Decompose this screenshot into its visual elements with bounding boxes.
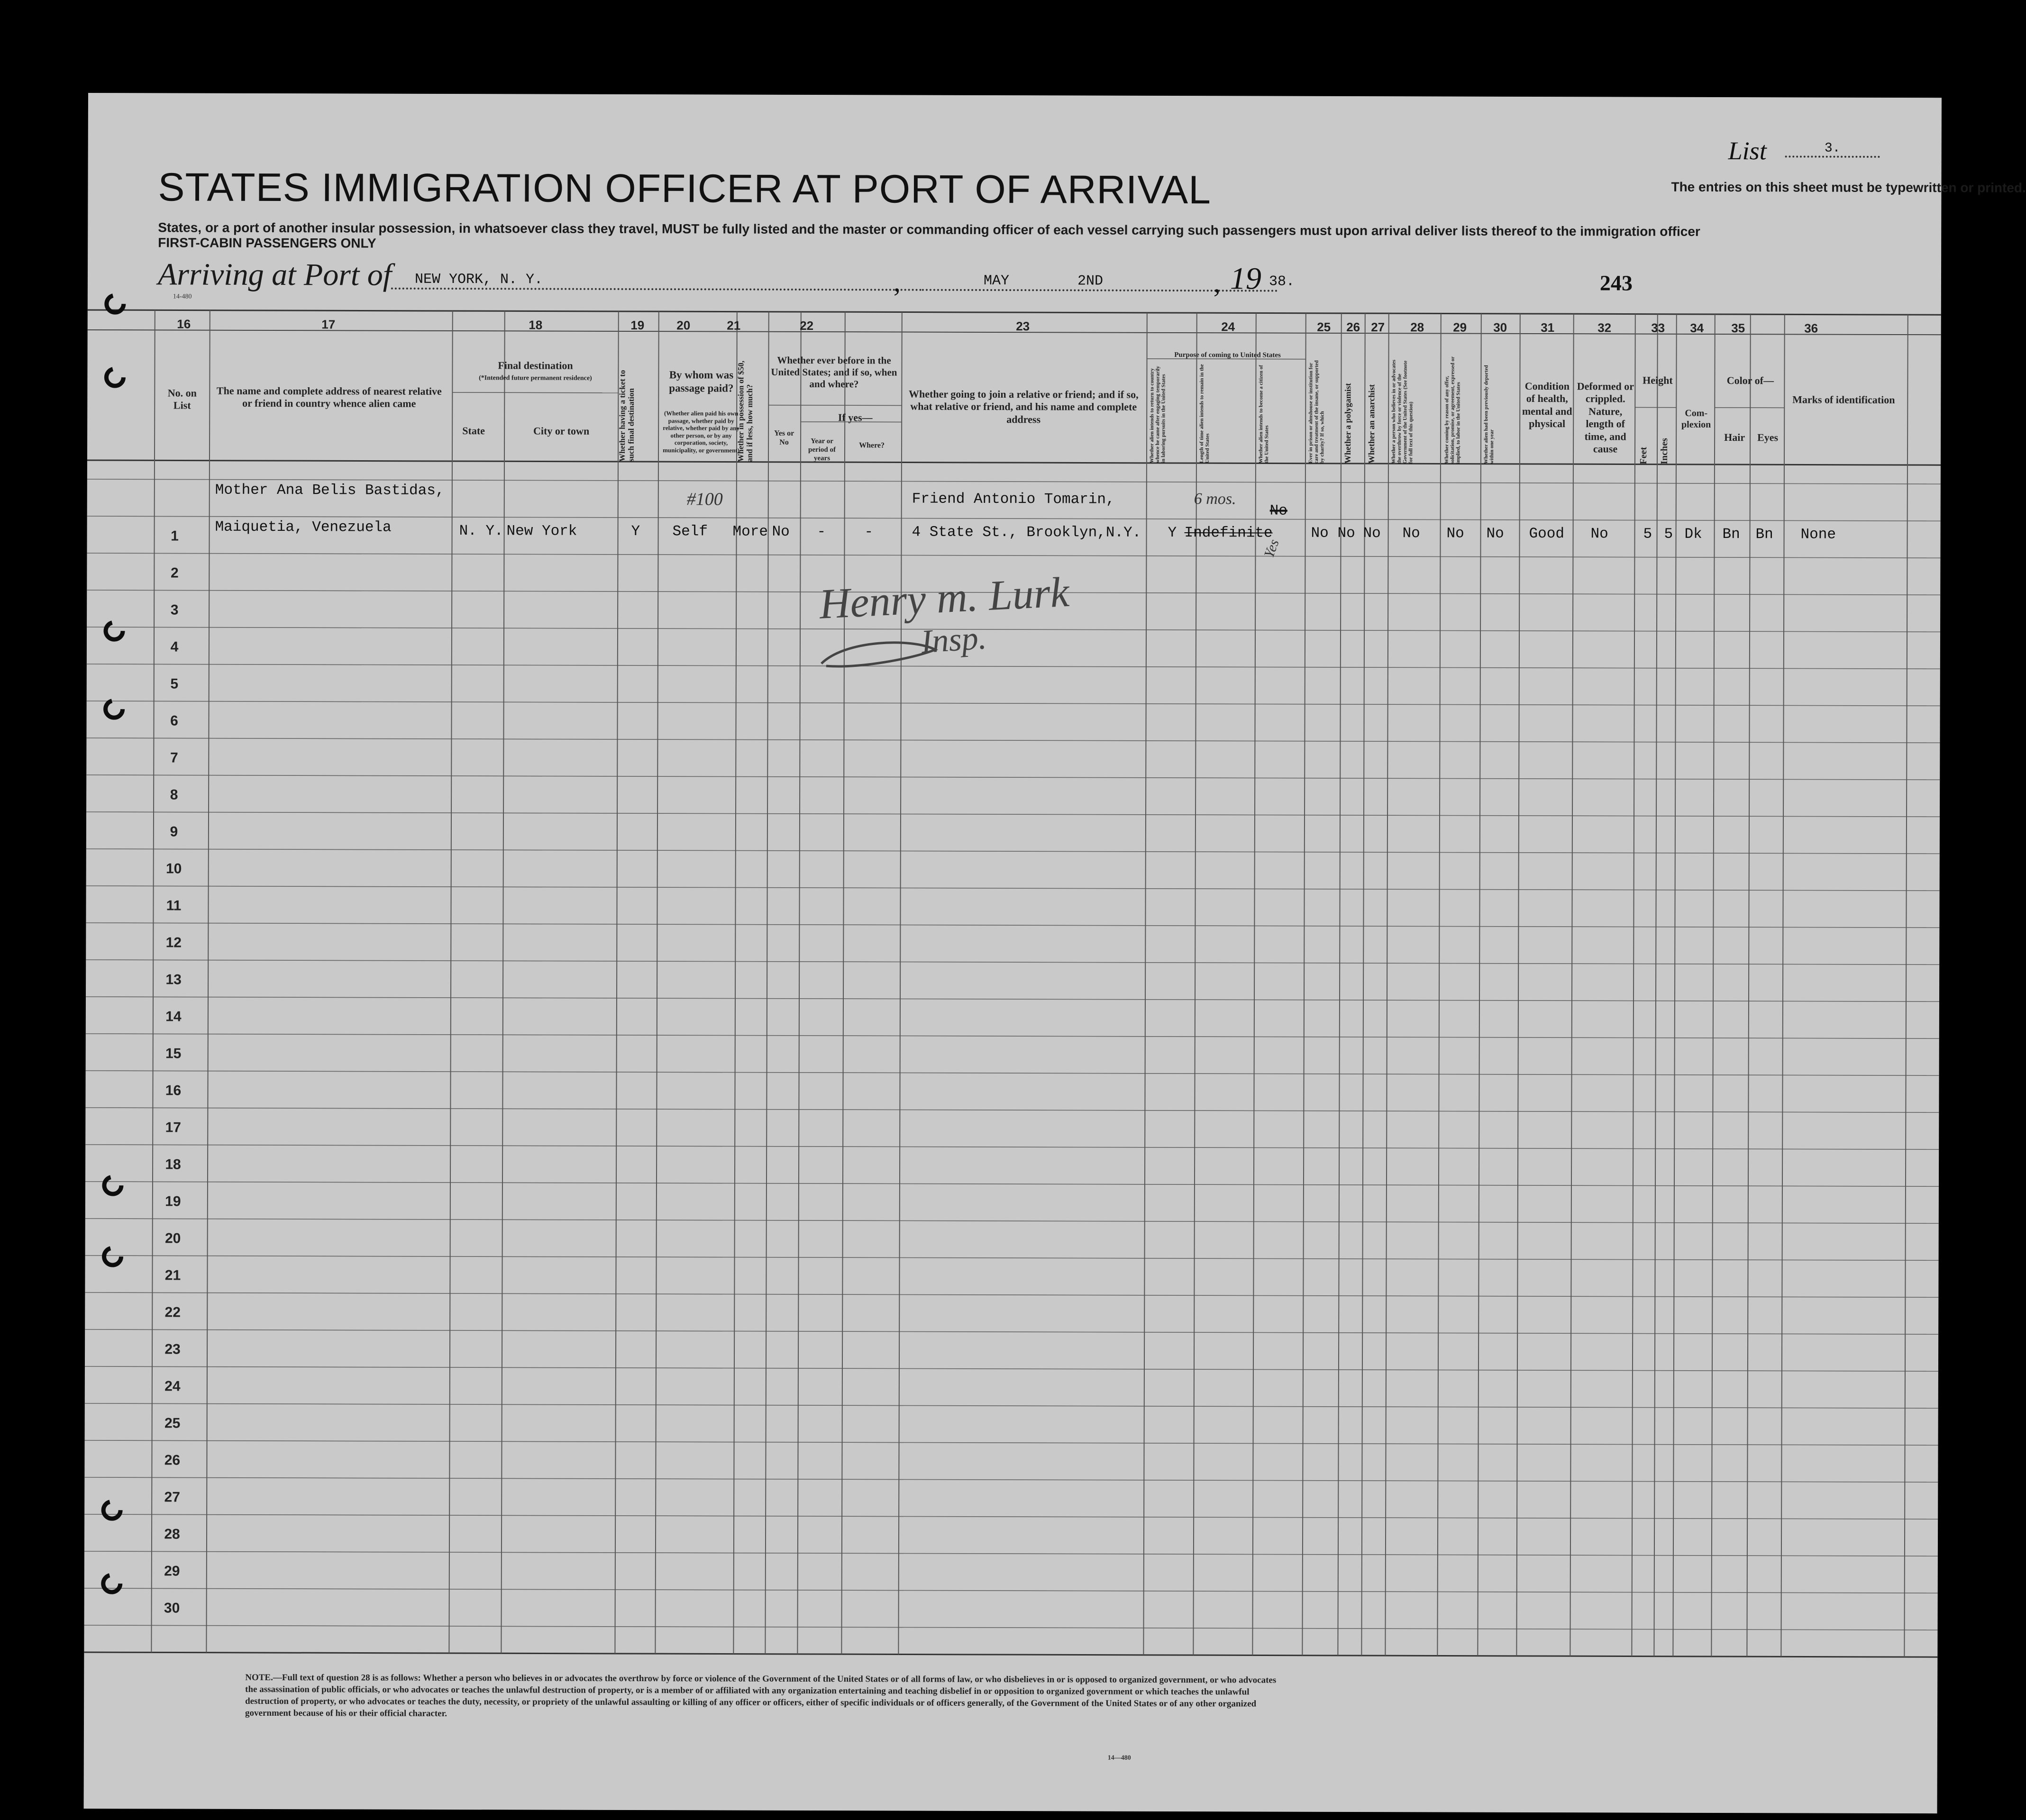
hdr-city: City or town [533,425,590,437]
inspector-title: Insp. [920,619,988,661]
entry-deformed: No [1590,526,1608,543]
hdr-polygamist: Whether a polygamist [1342,383,1353,464]
binder-ring [103,1575,120,1592]
entry-return: Y [1168,524,1177,542]
form-grid [84,93,2026,1813]
col-num-25: 25 [1317,319,1331,334]
hdr-eyes: Eyes [1757,431,1779,444]
grid-line [85,1366,1938,1371]
form-code: 14-480 [173,293,192,300]
hdr-years: Year or period of years [808,437,836,463]
hdr-where: Where? [859,441,885,450]
grid-line [85,1256,1939,1260]
row-number: 25 [164,1415,181,1431]
grid-line [85,1292,1938,1297]
instruction-line-1: States, or a port of another insular possession, in whatsoever class they travel, MUST be fully listed and the master or commanding officer of each vessel carrying such passengers must upon arrival deliver lists thereof to the immigration officer [158,220,1700,239]
col-num-24: 24 [1221,319,1235,334]
col-num-20: 20 [676,318,691,333]
col-num-29: 29 [1453,320,1467,335]
entry-before-yes-no: No [772,523,790,540]
hdr-ticket: Whether having a ticket to such final destination [617,370,636,462]
grid-line [452,392,618,393]
col-num-35: 35 [1731,321,1745,336]
grid-line [1302,313,1305,1656]
entries-notice: The entries on this sheet must be typewritten or printed. [1671,179,2026,195]
grid-line [797,312,801,1654]
binder-ring [103,1502,120,1519]
grid-line [1781,314,1784,1656]
hdr-deformed: Deformed or crippled. Nature, length of time, and cause [1577,380,1634,455]
entry-prison: No [1311,525,1329,542]
hdr-hair: Hair [1724,431,1745,444]
grid-line [1904,315,1907,1657]
page-title: STATES IMMIGRATION OFFICER AT PORT OF ARRIVAL [158,164,1212,212]
row-number: 5 [170,676,179,692]
friend-line-2: 4 State St., Brooklyn,N.Y. [912,524,1141,541]
grid-line [87,627,1940,632]
hdr-money: Whether in possession of $50, and if less, how much? [736,360,755,462]
row-number: 20 [164,1230,181,1247]
grid-line [86,1071,1939,1075]
port-name: NEW YORK, N. Y. [391,272,922,291]
row-number: 10 [165,861,182,877]
row-number: 14 [165,1009,182,1025]
col-num-34: 34 [1690,320,1704,335]
row-number: 18 [165,1156,181,1173]
row-number: 1 [171,528,179,544]
row-number: 8 [170,787,178,803]
entry-overthrow: No [1402,525,1420,542]
entry-feet: 5 [1643,526,1652,543]
year-suffix: 38. [1269,273,1295,290]
grid-line [733,312,737,1654]
hdr-final-destination: Final destination [498,359,573,372]
hdr-anarchist: Whether an anarchist [1366,384,1377,464]
hdr-complexion: Com-plexion [1681,408,1711,430]
hdr-joining: Whether going to join a relative or friend; and if so, what relative or friend, and his name and complete address [909,388,1139,426]
grid-line [87,701,1940,706]
col-num-18: 18 [529,318,543,332]
grid-line [86,775,1940,780]
grid-line [84,1588,1938,1593]
grid-line [841,312,845,1654]
grid-line [1385,313,1388,1656]
entry-citizen-handwritten: Yes [1261,537,1282,560]
relative-line-2: Maiquetia, Venezuela [215,519,392,536]
hdr-height: Height [1643,374,1673,386]
entry-condition: Good [1529,525,1565,543]
grid-line [1654,314,1657,1656]
grid-line [449,311,452,1653]
grid-line [768,405,902,406]
col-num-36: 36 [1804,321,1818,336]
row-number: 24 [164,1378,181,1394]
entry-length: Indefinite [1184,525,1273,542]
hdr-relative-abroad: The name and complete address of nearest relative or friend in country whence alien came [216,384,442,410]
grid-line [87,664,1940,669]
entry-city: New York [506,523,577,540]
entry-marks: None [1800,526,1836,543]
hdr-purpose-length: Length of time alien intends to remain in the United States [1198,364,1211,464]
entry-anarchist: No [1363,525,1381,542]
hdr-purpose-return: Whether alien intends to return to country whence he came after engaging temporarily in laboring pursuits in the United States [1149,366,1167,463]
row-number: 12 [165,935,182,951]
col-num-26: 26 [1346,319,1360,335]
signature-flourish [817,630,940,673]
hdr-deported: Whether alien had been previously deported within one year [1483,365,1495,464]
hdr-prison: Ever in prison or almshouse or institution for care and treatment of the insane, or supported by charity? If so, which [1307,360,1325,464]
grid-line [84,1514,1938,1519]
grid-line [655,311,658,1654]
grid-line [86,849,1940,854]
hdr-condition: Condition of health, mental and physical [1522,380,1572,430]
row-number: 9 [170,824,178,840]
hdr-inches: Inches [1659,438,1670,464]
col-num-21: 21 [727,318,741,333]
row-number: 29 [164,1563,180,1579]
entry-citizen-struck: No [1269,502,1287,519]
grid-line [84,1652,1937,1657]
grid-line [86,960,1939,965]
hdr-purpose-citizen: Whether alien intends to become a citizen of the United States [1258,365,1270,464]
entry-eyes: Bn [1755,526,1773,543]
grid-line [85,1108,1939,1112]
entry-hair: Bn [1722,526,1740,543]
grid-line [501,311,504,1653]
row-number: 4 [170,639,179,655]
row-number: 3 [170,602,179,618]
grid-line [86,1034,1939,1038]
col-num-30: 30 [1493,320,1507,335]
entry-state: N. Y. [459,523,503,540]
hdr-color-of: Color of— [1726,374,1774,387]
list-number: 3. [1785,141,1880,158]
grid-line [1516,314,1520,1656]
grid-line [86,923,1939,928]
grid-line [85,1440,1938,1445]
col-num-33: 33 [1651,320,1665,335]
grid-line [88,310,1941,315]
grid-line [86,997,1939,1001]
binder-ring [104,1177,121,1194]
grid-line [1632,314,1635,1656]
grid-line [84,1477,1938,1482]
row-number: 28 [164,1526,180,1542]
col-num-16: 16 [177,317,191,331]
col-num-28: 28 [1410,320,1424,335]
handwritten-length: 6 mos. [1194,490,1236,508]
grid-line [615,311,618,1654]
hdr-marks: Marks of identification [1792,393,1895,406]
hdr-purpose: Purpose of coming to United States [1174,351,1281,359]
entry-passage: Self [672,523,708,540]
binder-ring [106,622,123,639]
grid-line [1673,314,1676,1656]
grid-line [206,310,210,1653]
col-num-17: 17 [321,317,336,332]
hdr-offer: Whether coming by reason of any offer, solicitation, promise, or agreement, expressed or implied, to labor in the United States [1443,356,1461,464]
grid-line [1193,313,1196,1655]
grid-line [84,1625,1938,1630]
grid-line [85,1219,1939,1223]
entry-money: More [732,523,768,540]
footnote: NOTE.—Full text of question 28 is as follows: Whether a person who believes in or advocates the overthrow by force or violence of the Government of the United States or of all forms of law, or who disbelieves in or is opposed to organized government, or who advocates the assassination of public officials, or who advocates or teaches the unlawful destruction of property, or is a member of or affiliated with any organization entertaining and teaching disbelief in or opposition to organized government or which teaches the unlawful destruction of property, or who advocates or teaches the duty, necessity, or propriety of the unlawful assaulting or killing of any officer or officers, either of specific individuals or of officers generally, of the Government of the United States or of any other organized government because of his or their official character. [245,1672,1277,1719]
col-num-23: 23 [1016,319,1030,334]
entry-before-where: - [864,524,874,541]
row-number: 11 [166,898,182,914]
handwritten-amount: #100 [686,489,723,510]
row-number: 23 [164,1341,181,1357]
row-number: 16 [165,1083,182,1099]
grid-line [1361,313,1365,1656]
row-number: 19 [165,1193,181,1210]
row-number: 6 [170,713,178,729]
hdr-passage-paid: By whom was passage paid? [669,369,734,394]
entry-polygamist: No [1337,525,1355,542]
arriving-label: Arriving at Port of [157,257,392,292]
hdr-state: State [462,425,485,437]
footnote-code: 14—480 [1107,1754,1131,1762]
binder-ring [106,369,123,386]
row-number: 7 [170,750,178,766]
entry-inches: 5 [1664,526,1673,543]
entry-complexion: Dk [1684,526,1702,543]
grid-line [1252,313,1256,1655]
grid-line [85,1145,1939,1149]
row-number: 17 [165,1119,182,1136]
grid-line [898,312,902,1654]
year-prefix: 19 [1230,261,1262,296]
row-number: 2 [170,565,179,581]
manifest-sheet: List 3. The entries on this sheet must be typewritten or printed. STATES IMMIGRATION OFFICER AT PORT OF ARRIVAL States, or a port of another insular possession, in whatsoever class they travel, MUST be fully listed and the master or commanding officer of each vessel carrying such passengers must upon arrival deliver lists thereof to the immigration officer FIRST-CABIN PASSENGERS ONLY Arriving at Port of NEW YORK, N. Y. , MAY 2ND , 19 38. 243 14-480 16 17 18 19 20 21 22 23 24 25 26 27 28 29 30 31 32 33 34 35 36 No. on List The name and complete address of nearest relative or friend in country whence alien came Final destination (*Intended future permanent residence) State City or town Whether having a ticket to such final destination By whom was passage paid? (Whether alien paid his own passage, whether paid by relative, whether paid by any other person, or by any corporation, society, municipality, or government) Whether in possession of $50, and if less, how much? Whether ever before in the United States; and if so, when and where? If yes— Yes or No Year or period of years Where? Whether going to join a relative or friend; and if so, what relative or friend, and his name and complete address Purpose of coming to United States Whether alien intends to return to country whence he came after engaging temporarily in laboring pursuits in the United States Length of time alien intends to remain in the United States Whether alien intends to become a citizen of the United States Ever in prison or almshouse or institution for care and treatment of the insane, or supported by charity? If so, which Whether a polygamist Whether an anarchist Whether a person who believes in or advocates the overthrow by force or violence of the Government of the United States (See footnote for full text of this question) Whether coming by reason of any offer, solicitation, promise, or agreement, expressed or implied, to labor in the United States Whether alien had been previously deported within one year Condition of health, mental and physical Deformed or crippled. Nature, length of time, and cause Height Feet Inches Com-plexion Color of— Hair Eyes Marks of identification 1 2 3 4 5 6 7 8 9 10 11 12 13 14 15 16 17 18 19 20 21 22 23 24 25 26 27 28 29 30 Mother Ana Belis Bastidas, Maiquetia, Venezuela N. Y. New York Y Self #100 More No - - Friend Antonio Tomarin, 4 State St., Brooklyn,N.Y. Y Indefinite 6 mos. No Yes No No No No No No Good No 5 5 Dk Bn Bn None Henry m. Lurk Insp. NOTE.—Full text of question 28 is as follows: Whether a person who believes in or advocates the overthrow by force or violence of the Government of the United States or of all forms of law, or who disbelieves in or is opposed to organized government, or who advocates the assassination of public officials, or who advocates or teaches the unlawful destruction of property, or is a member of or affiliated with any organization entertaining and teaching disbelief in or opposition to organized government or which teaches the unlawful destruction of property, or who advocates or teaches the duty, necessity, or propriety of the unlawful assaulting or killing of any officer or officers, either of specific individuals or of officers generally, of the Government of the United States or of any other organized government because of his or their official character. 14—480 [84,93,1942,1813]
instruction-line-2: FIRST-CABIN PASSENGERS ONLY [158,235,376,251]
binder-ring [104,1248,121,1265]
col-num-22: 22 [800,318,814,333]
list-label: List [1728,136,1767,165]
entry-ticket: Y [631,523,640,540]
grid-line [1570,314,1573,1656]
arrival-date: MAY 2ND [922,273,1278,292]
row-number: 30 [164,1600,180,1616]
grid-line [85,1182,1939,1186]
row-number: 13 [165,972,182,988]
grid-line [85,1403,1938,1408]
grid-line [1338,313,1341,1656]
grid-line [86,812,1940,817]
grid-line [1437,313,1441,1656]
relative-line-1: Mother Ana Belis Bastidas, [215,482,445,499]
entry-deported: No [1486,525,1504,542]
col-num-32: 32 [1597,320,1612,335]
grid-line [84,1551,1938,1556]
binder-ring [106,701,123,718]
grid-line [1143,313,1147,1655]
hdr-before-in-us: Whether ever before in the United States; and if so, when and where? [771,354,897,390]
hdr-feet: Feet [1638,446,1649,464]
row-number: 27 [164,1489,180,1505]
grid-line [86,886,1940,891]
row-number: 21 [164,1267,181,1283]
entry-offer: No [1446,525,1464,542]
hdr-no-on-list: No. on List [167,387,197,411]
grid-line [1478,314,1481,1656]
col-num-19: 19 [630,318,645,333]
row-number: 26 [164,1452,181,1468]
friend-line-1: Friend Antonio Tomarin, [912,491,1115,508]
col-num-27: 27 [1371,320,1385,335]
grid-line [1711,314,1715,1656]
grid-line [1747,314,1750,1656]
hdr-passage-paid-note: (Whether alien paid his own passage, whether paid by relative, whether paid by any other person, or by any corporation, society, municipality, or government) [663,410,740,454]
hdr-if-yes: If yes— [838,411,873,424]
hdr-yes-no: Yes or No [774,429,794,447]
inspector-signature: Henry m. Lurk [818,568,1070,628]
grid-line [85,1329,1938,1334]
row-number: 15 [165,1046,182,1062]
entry-before-years: - [817,524,826,541]
grid-line [87,553,1940,558]
hdr-final-destination-note: (*Intended future permanent residence) [479,374,592,382]
col-num-31: 31 [1541,320,1555,335]
page-number: 243 [1599,271,1633,295]
hdr-overthrow: Whether a person who believes in or advocates the overthrow by force or violence of the Government of the United States (See footnote for full text of this question) [1390,359,1414,464]
row-number: 22 [164,1304,181,1320]
grid-line [765,312,768,1654]
grid-line [86,738,1940,743]
